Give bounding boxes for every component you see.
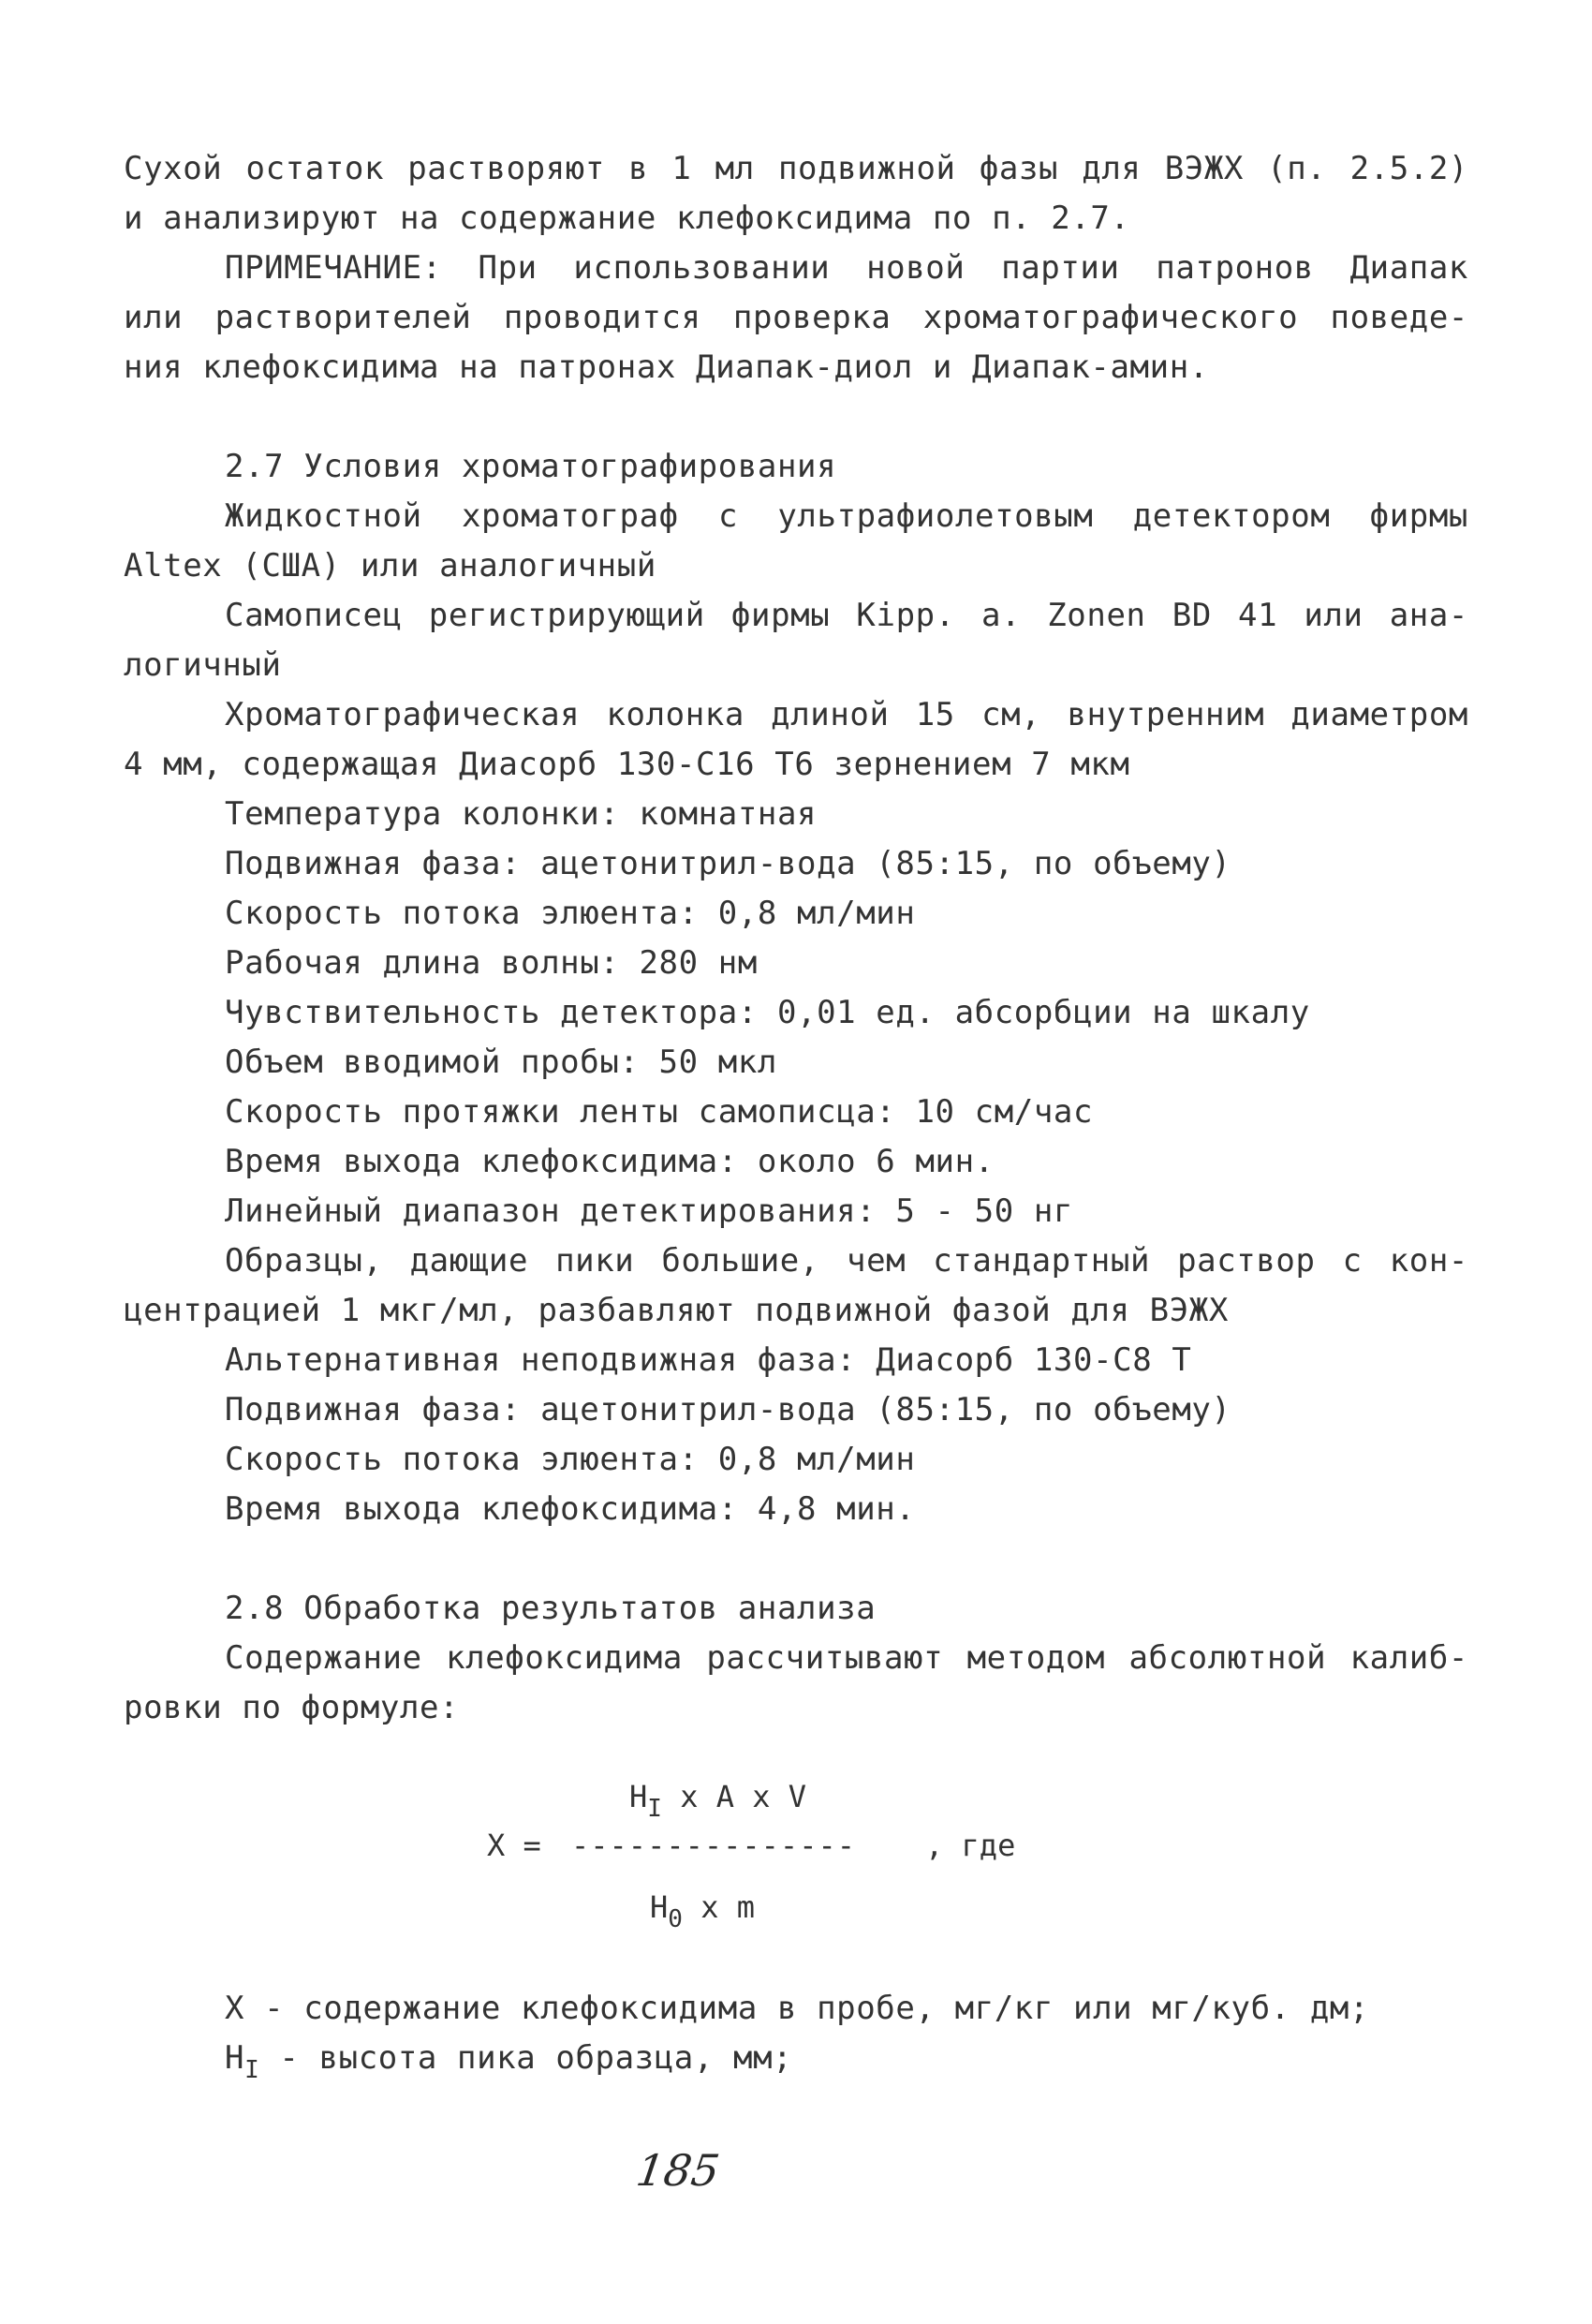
- denominator-h-subscript: 0: [668, 1905, 683, 1933]
- alt-flow-rate-line: Скорость потока элюента: 0,8 мл/мин: [225, 1441, 916, 1478]
- column-line-1: Хроматографическая колонка длиной 15 см, внутренним диаметром: [225, 696, 1468, 733]
- formula-fraction-bar: ---------------: [571, 1828, 856, 1863]
- column-line-2: 4 мм, содержащая Диасорб 130-С16 Т6 зернением 7 мкм: [124, 746, 1130, 783]
- numerator-rest: x A x V: [661, 1779, 807, 1814]
- chart-speed-line: Скорость протяжки ленты самописца: 10 см/час: [225, 1093, 1094, 1131]
- formula-lhs: X =: [487, 1828, 541, 1863]
- definition-h-subscript: I: [244, 2056, 260, 2084]
- alt-phase-line: Альтернативная неподвижная фаза: Диасорб 130-С8 Т: [225, 1341, 1192, 1379]
- recorder-line-1: Самописец регистрирующий фирмы Kipp. a. Zonen BD 41 или ана-: [225, 597, 1468, 634]
- page-number: 185: [633, 2145, 723, 2196]
- calc-text-line-1: Содержание клефоксидима рассчитывают методом абсолютной калиб-: [225, 1639, 1468, 1677]
- alt-retention-time-line: Время выхода клефоксидима: 4,8 мин.: [225, 1490, 916, 1528]
- definition-x: X - содержание клефоксидима в пробе, мг/кг или мг/куб. дм;: [225, 1990, 1370, 2027]
- note-line-1: ПРИМЕЧАНИЕ: При использовании новой партии патронов Диапак: [225, 249, 1468, 287]
- definition-h: [225, 2039, 792, 2089]
- intro-line-1: Сухой остаток растворяют в 1 мл подвижной фазы для ВЭЖХ (п. 2.5.2): [124, 150, 1468, 187]
- sample-volume-line: Объем вводимой пробы: 50 мкл: [225, 1044, 777, 1081]
- intro-line-2: и анализируют на содержание клефоксидима по п. 2.7.: [124, 200, 1130, 237]
- chromatograph-line-1: Жидкостной хроматограф с ультрафиолетовым детектором фирмы: [225, 497, 1468, 535]
- numerator-h: H: [629, 1779, 648, 1814]
- chromatograph-line-2: Altex (США) или аналогичный: [124, 547, 656, 585]
- formula-suffix: , где: [925, 1828, 1016, 1863]
- dilution-line-2: центрацией 1 мкг/мл, разбавляют подвижной фазой для ВЭЖХ: [124, 1292, 1229, 1329]
- sensitivity-line: Чувствительность детектора: 0,01 ед. абсорбции на шкалу: [225, 994, 1310, 1031]
- linear-range-line: Линейный диапазон детектирования: 5 - 50 нг: [225, 1192, 1073, 1230]
- wavelength-line: Рабочая длина волны: 280 нм: [225, 944, 758, 982]
- note-line-3: ния клефоксидима на патронах Диапак-диол и Диапак-амин.: [124, 348, 1209, 386]
- mobile-phase-line: Подвижная фаза: ацетонитрил-вода (85:15, по объему): [225, 845, 1231, 882]
- section-2-8-heading: 2.8 Обработка результатов анализа: [225, 1590, 877, 1627]
- definition-h-symbol: H: [225, 2039, 245, 2077]
- dilution-line-1: Образцы, дающие пики большие, чем стандартный раствор с кон-: [225, 1242, 1468, 1280]
- recorder-line-2: логичный: [124, 646, 282, 684]
- denominator-h: H: [650, 1889, 669, 1925]
- formula-numerator: [629, 1780, 806, 1826]
- formula-denominator: [650, 1890, 755, 1936]
- retention-time-line: Время выхода клефоксидима: около 6 мин.: [225, 1143, 995, 1180]
- denominator-rest: x m: [682, 1889, 755, 1925]
- temperature-line: Температура колонки: комнатная: [225, 795, 818, 833]
- numerator-h-subscript: I: [647, 1795, 662, 1823]
- flow-rate-line: Скорость потока элюента: 0,8 мл/мин: [225, 895, 916, 932]
- note-line-2: или растворителей проводится проверка хроматографического поведе-: [124, 299, 1468, 336]
- calc-text-line-2: ровки по формуле:: [124, 1689, 460, 1726]
- section-2-7-heading: 2.7 Условия хроматографирования: [225, 448, 837, 485]
- definition-h-text: - высота пика образца, мм;: [259, 2039, 793, 2077]
- alt-mobile-phase-line: Подвижная фаза: ацетонитрил-вода (85:15, по объему): [225, 1391, 1231, 1428]
